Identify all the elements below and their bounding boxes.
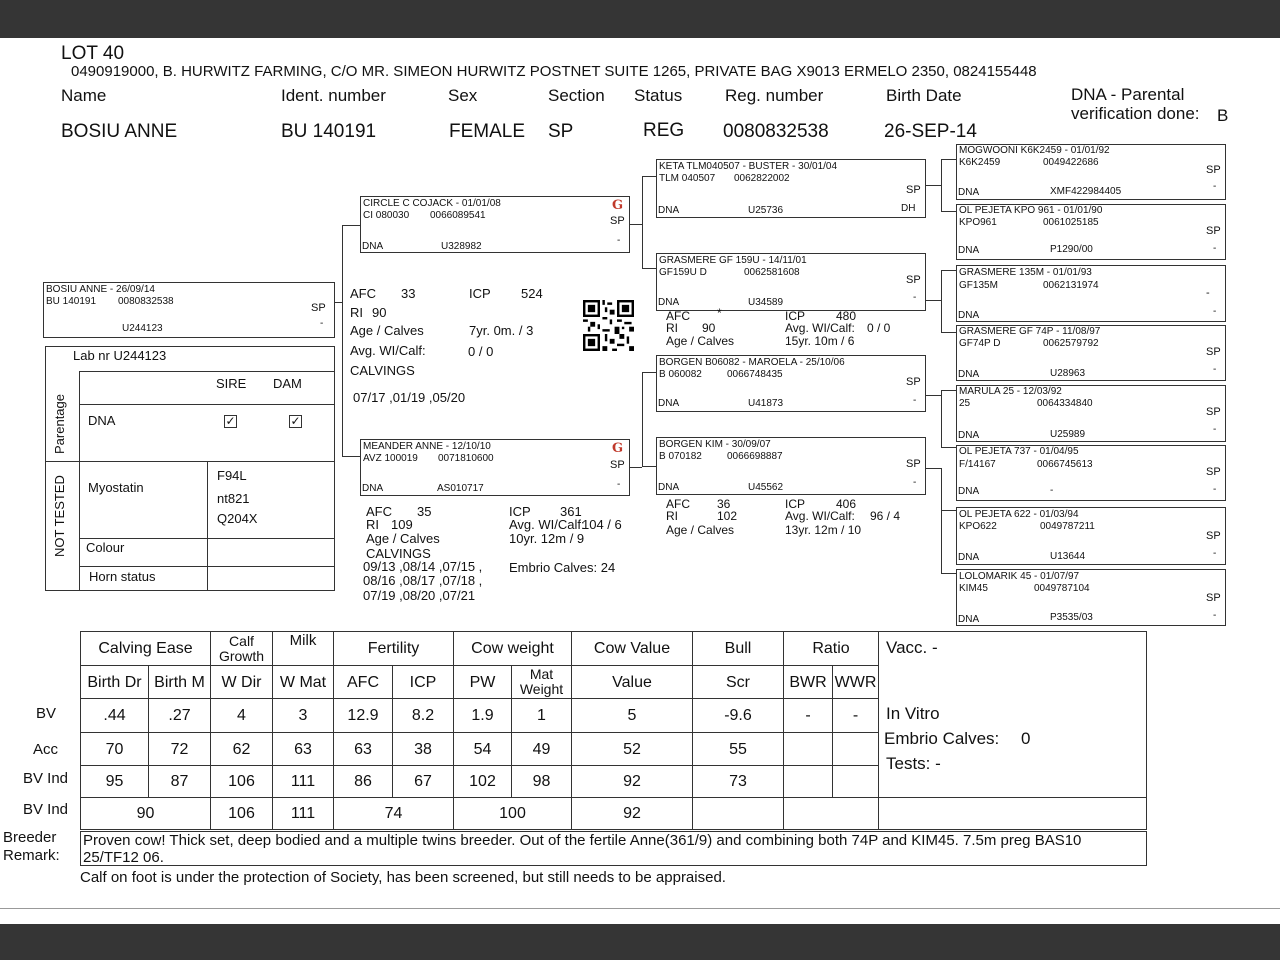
ggp-title: LOLOMARIK 45 - 01/07/97 [959, 571, 1080, 582]
ggp-reg: 0049787104 [1034, 583, 1090, 594]
gp-flag: - [913, 292, 917, 303]
label-birth: Birth Date [886, 86, 962, 105]
great-grandparent-box [956, 325, 1226, 381]
bv-ind-cell: 111 [273, 766, 334, 798]
ggp-title: OL PEJETA 622 - 01/03/94 [959, 509, 1079, 520]
col-header: BWR [784, 666, 833, 699]
gp-age-label: Age / Calves [666, 334, 735, 348]
col-header: AFC [334, 666, 393, 699]
grandparent-box [656, 437, 926, 495]
bv-ind-group-cell: 74 [334, 798, 454, 830]
gp-ri: 90 [702, 321, 716, 335]
lab-box [45, 346, 335, 591]
dam-age: 10yr. 12m / 9 [509, 531, 585, 546]
acc-cell [833, 733, 879, 766]
col-header: ICP [393, 666, 454, 699]
label-status: Status [634, 86, 683, 105]
gp-icp-label: ICP [785, 309, 806, 323]
ggp-dna-label: DNA [958, 187, 980, 198]
great-grandparent-box [956, 144, 1226, 200]
bv-ind-group-cell [693, 798, 784, 830]
sire-dna-checkbox: ✓ [225, 414, 236, 428]
gp-icp: 406 [836, 497, 857, 511]
gp-age: 13yr. 12m / 10 [785, 523, 862, 537]
bv-cell: 3 [273, 699, 334, 733]
bv-ind-cell: 87 [149, 766, 211, 798]
ggp-section: - [1206, 287, 1210, 299]
top-bar [0, 0, 1280, 38]
bv-ind-group-cell: 90 [81, 798, 211, 830]
gp-ri-label: RI [666, 321, 678, 335]
acc-cell: 63 [334, 733, 393, 766]
great-grandparent-box [956, 445, 1226, 501]
horn-status-label: Horn status [89, 569, 156, 584]
ggp-id: GF135M [959, 280, 998, 291]
acc-cell: 63 [273, 733, 334, 766]
ggp-title: MARULA 25 - 12/03/92 [959, 386, 1062, 397]
gp-reg: 0066698887 [727, 451, 783, 462]
bv-ind-group-cell: 92 [572, 798, 693, 830]
bottom-bar [0, 924, 1280, 960]
bv-ind-group-cell: 111 [273, 798, 334, 830]
gp-dna: U25736 [748, 205, 784, 216]
grandparent-box [656, 355, 926, 412]
bv-ind-cell: 98 [512, 766, 572, 798]
bv-ind-cell: 102 [454, 766, 512, 798]
bv-ind-group-cell [784, 798, 879, 830]
parentage-label: Parentage [52, 394, 67, 454]
acc-cell: 55 [693, 733, 784, 766]
row-label-bv-ind: BV Ind [23, 770, 69, 787]
dam-icp-label: ICP [509, 504, 531, 519]
remark-label: Breeder [3, 829, 57, 846]
ggp-title: GRASMERE GF 74P - 11/08/97 [959, 326, 1101, 337]
ggp-section: SP [1206, 530, 1221, 542]
ggp-dna: P3535/03 [1050, 612, 1093, 623]
value-name: BOSIU ANNE [61, 121, 178, 142]
gp-flag: DH [901, 203, 916, 214]
colour-label: Colour [86, 540, 125, 555]
group-header: Cow weight [454, 632, 572, 666]
gp-reg: 0062581608 [744, 267, 800, 278]
dam-calvings-line: 09/13 ,08/14 ,07/15 , [363, 559, 483, 574]
ggp-title: MOGWOONI K6K2459 - 01/01/92 [959, 145, 1110, 156]
gp-dna: U34589 [748, 297, 784, 308]
lab-number: Lab nr U244123 [73, 348, 167, 363]
myostatin-value: Q204X [217, 511, 258, 526]
subject-age-label: Age / Calves [350, 323, 424, 338]
breeding-values-table [80, 631, 1147, 830]
myostatin-label: Myostatin [88, 480, 144, 495]
acc-cell: 72 [149, 733, 211, 766]
ggp-title: GRASMERE 135M - 01/01/93 [959, 267, 1092, 278]
ggp-dna: XMF422984405 [1050, 186, 1122, 197]
grandparent-box [656, 159, 926, 218]
value-ident: BU 140191 [281, 121, 377, 142]
gp-dna: U45562 [748, 482, 784, 493]
gp-flag: - [913, 477, 917, 488]
ggp-title: OL PEJETA 737 - 01/04/95 [959, 446, 1079, 457]
dam-icp: 361 [560, 504, 582, 519]
gp-afc: 36 [717, 497, 731, 511]
ggp-section: SP [1206, 225, 1221, 237]
gp-section: SP [906, 458, 921, 470]
dam-box [360, 439, 630, 496]
gp-title: KETA TLM040507 - BUSTER - 30/01/04 [659, 161, 838, 172]
label-section: Section [548, 86, 605, 105]
gp-title: BORGEN B06082 - MAROELA - 25/10/06 [659, 357, 845, 368]
bv-cell: .27 [149, 699, 211, 733]
subject-reg: 0080832538 [118, 296, 174, 307]
gp-flag: - [913, 395, 917, 406]
subject-section: SP [311, 302, 326, 314]
gp-dna-label: DNA [658, 398, 680, 409]
ggp-id: KPO961 [959, 217, 997, 228]
group-header: Calf Growth [211, 632, 273, 666]
bv-ind-cell [784, 766, 833, 798]
gp-wi-label: Avg. WI/Calf: [785, 509, 855, 523]
acc-cell: 62 [211, 733, 273, 766]
gp-afc-label: AFC [666, 309, 690, 323]
grandparent-box [656, 253, 926, 311]
sire-box [360, 196, 630, 253]
ggp-flag: - [1213, 306, 1217, 317]
myostatin-value: nt821 [217, 491, 250, 506]
dam-reg: 0071810600 [438, 453, 494, 464]
bv-cell: 1.9 [454, 699, 512, 733]
subject-calvings: 07/17 ,01/19 ,05/20 [353, 390, 466, 405]
ggp-flag: - [1213, 548, 1217, 559]
ggp-reg: 0061025185 [1043, 217, 1099, 228]
ggp-flag: - [1213, 181, 1217, 192]
sire-title: CIRCLE C COJACK - 01/01/08 [363, 198, 501, 209]
gp-section: SP [906, 184, 921, 196]
bv-cell: - [833, 699, 879, 733]
gp-id: B 060082 [659, 369, 702, 380]
dam-wi-label: Avg. WI/Calf: [509, 517, 585, 532]
ggp-reg: 0049422686 [1043, 157, 1099, 168]
col-header: WWR [833, 666, 879, 699]
col-header: Scr [693, 666, 784, 699]
bv-ind-cell: 73 [693, 766, 784, 798]
acc-cell [784, 733, 833, 766]
subject-icp: 524 [521, 286, 543, 301]
dam-ri: 109 [391, 517, 413, 532]
sire-dna: U328982 [441, 241, 482, 252]
subject-wi: 0 / 0 [468, 344, 494, 359]
bv-ind-cell: 67 [393, 766, 454, 798]
col-header: W Dir [211, 666, 273, 699]
acc-cell: 54 [454, 733, 512, 766]
row-label-acc: Acc [33, 741, 59, 758]
dam-embrio: Embrio Calves: 24 [509, 560, 616, 575]
subject-age: 7yr. 0m. / 3 [469, 323, 534, 338]
ggp-dna-label: DNA [958, 430, 980, 441]
embrio-label: Embrio Calves: [884, 729, 1000, 748]
ggp-section: SP [1206, 466, 1221, 478]
gp-id: TLM 040507 [659, 173, 716, 184]
dam-age-label: Age / Calves [366, 531, 440, 546]
ggp-title: OL PEJETA KPO 961 - 01/01/90 [959, 205, 1103, 216]
subject-title: BOSIU ANNE - 26/09/14 [46, 284, 155, 295]
tests-label: Tests: - [886, 754, 941, 773]
ggp-flag: - [1213, 424, 1217, 435]
dam-calvings-line: 07/19 ,08/20 ,07/21 [363, 588, 476, 603]
bv-ind-cell: 95 [81, 766, 149, 798]
ggp-dna: P1290/00 [1050, 244, 1093, 255]
gp-section: SP [906, 274, 921, 286]
subject-icp-label: ICP [469, 286, 491, 301]
footer-note: Calf on foot is under the protection of Society, has been screened, but still needs to be appraised. [80, 869, 726, 886]
label-sex: Sex [448, 86, 478, 105]
ggp-flag: - [1213, 484, 1217, 495]
gp-title: GRASMERE GF 159U - 14/11/01 [659, 255, 807, 266]
gp-age-label: Age / Calves [666, 523, 735, 537]
remark-box [80, 831, 1147, 866]
subject-afc: 33 [401, 286, 416, 301]
value-birth: 26-SEP-14 [884, 121, 977, 142]
dam-id: AVZ 100019 [363, 453, 418, 464]
label-ident: Ident. number [281, 86, 386, 105]
col-header: W Mat [273, 666, 334, 699]
dam-dash: - [617, 479, 621, 490]
label-reg: Reg. number [725, 86, 824, 105]
subject-id: BU 140191 [46, 296, 97, 307]
gp-dna: U41873 [748, 398, 784, 409]
dam-ri-label: RI [366, 517, 379, 532]
subject-dash: - [320, 318, 324, 329]
bv-ind-cell: 92 [572, 766, 693, 798]
ggp-dna-label: DNA [958, 310, 980, 321]
qr-code [582, 300, 635, 351]
ggp-dna: U28963 [1050, 368, 1086, 379]
gp-icp-label: ICP [785, 497, 806, 511]
bv-ind-group-cell: 100 [454, 798, 572, 830]
acc-cell: 49 [512, 733, 572, 766]
acc-cell: 38 [393, 733, 454, 766]
label-name: Name [61, 86, 107, 105]
bv-cell: - [784, 699, 833, 733]
subject-afc-label: AFC [350, 286, 376, 301]
bv-ind-cell [833, 766, 879, 798]
gp-icp: 480 [836, 309, 857, 323]
dam-calvings-label: CALVINGS [366, 546, 431, 561]
dam-dna: AS010717 [437, 483, 484, 494]
sire-header: SIRE [216, 376, 247, 391]
ggp-id: 25 [959, 398, 971, 409]
value-section: SP [548, 121, 574, 142]
subject-dna: U244123 [122, 323, 163, 334]
group-header: Calving Ease [81, 632, 211, 666]
gp-age: 15yr. 10m / 6 [785, 334, 855, 348]
row-label-bv: BV [36, 705, 57, 722]
vaccination-panel [879, 632, 1147, 798]
value-sex: FEMALE [449, 121, 526, 142]
society-logo-icon: G [612, 441, 624, 456]
acc-cell: 52 [572, 733, 693, 766]
col-header: Birth Dr [81, 666, 149, 699]
value-status: REG [643, 120, 685, 141]
ggp-id: KPO622 [959, 521, 997, 532]
group-header: Ratio [784, 632, 879, 666]
great-grandparent-box [956, 204, 1226, 260]
ggp-dna: U25989 [1050, 429, 1086, 440]
remark-text: Proven cow! Thick set, deep bodied and a multiple twins breeder. Out of the fertile Anne(361/9) and combining both 74P and KIM45. 7.5m preg BAS10 25/TF12 06. [83, 832, 1082, 866]
label-dna-1: DNA - Parental [1071, 85, 1185, 104]
bv-cell: -9.6 [693, 699, 784, 733]
sire-reg: 0066089541 [430, 210, 486, 221]
sire-section: SP [610, 215, 625, 227]
value-reg: 0080832538 [723, 121, 829, 142]
ggp-dna: U13644 [1050, 551, 1086, 562]
ggp-flag: - [1213, 243, 1217, 254]
gp-dna-label: DNA [658, 205, 680, 216]
subject-ri-label: RI [350, 305, 363, 320]
ggp-reg: 0064334840 [1037, 398, 1093, 409]
col-header: PW [454, 666, 512, 699]
dam-section: SP [610, 459, 625, 471]
dam-dna-label: DNA [362, 483, 384, 494]
great-grandparent-box [956, 507, 1226, 565]
sire-id: CI 080030 [363, 210, 410, 221]
divider [0, 908, 1280, 909]
subject-calvings-label: CALVINGS [350, 363, 415, 378]
embrio-value: 0 [1021, 729, 1031, 748]
gp-ri-label: RI [666, 509, 678, 523]
great-grandparent-box [956, 265, 1226, 322]
gp-wi-label: Avg. WI/Calf: [785, 321, 855, 335]
ggp-dna-label: DNA [958, 369, 980, 380]
group-header: Fertility [334, 632, 454, 666]
bv-cell: 5 [572, 699, 693, 733]
gp-title: BORGEN KIM - 30/09/07 [659, 439, 771, 450]
gp-afc: * [717, 306, 722, 320]
col-header: Birth M [149, 666, 211, 699]
gp-dna-label: DNA [658, 297, 680, 308]
ggp-dna-label: DNA [958, 552, 980, 563]
bv-ind-cell: 106 [211, 766, 273, 798]
ggp-id: KIM45 [959, 583, 988, 594]
gp-reg: 0062822002 [734, 173, 790, 184]
col-header: Value [572, 666, 693, 699]
vaccination-panel-foot [879, 798, 1147, 830]
gp-dna-label: DNA [658, 482, 680, 493]
group-header: Milk [273, 632, 334, 666]
dam-title: MEANDER ANNE - 12/10/10 [363, 441, 491, 452]
group-header: Bull [693, 632, 784, 666]
gp-wi: 96 / 4 [870, 509, 901, 523]
ggp-dna-label: DNA [958, 614, 980, 625]
ggp-flag: - [1213, 364, 1217, 375]
dam-header: DAM [273, 376, 302, 391]
ggp-dna-label: DNA [958, 486, 980, 497]
ggp-section: SP [1206, 346, 1221, 358]
value-dna: B [1217, 106, 1229, 125]
acc-cell: 70 [81, 733, 149, 766]
dam-calvings-line: 08/16 ,08/17 ,07/18 , [363, 573, 483, 588]
ggp-reg: 0062131974 [1043, 280, 1099, 291]
ggp-section: SP [1206, 164, 1221, 176]
group-header: Cow Value [572, 632, 693, 666]
subject-ri: 90 [372, 305, 387, 320]
sire-dash: - [617, 235, 621, 246]
vacc-label: Vacc. - [886, 638, 938, 657]
bv-ind-group-cell: 106 [211, 798, 273, 830]
gp-reg: 0066748435 [727, 369, 783, 380]
dam-wi: 104 / 6 [582, 517, 622, 532]
myostatin-value: F94L [217, 468, 247, 483]
ggp-reg: 0049787211 [1040, 521, 1095, 532]
dna-label: DNA [88, 413, 116, 428]
ggp-reg: 0062579792 [1043, 338, 1099, 349]
bv-cell: .44 [81, 699, 149, 733]
dam-dna-checkbox: ✓ [290, 414, 301, 428]
bv-ind-cell: 86 [334, 766, 393, 798]
dam-afc: 35 [417, 504, 432, 519]
in-vitro-label: In Vitro [886, 704, 940, 723]
sire-dna-label: DNA [362, 241, 384, 252]
ggp-section: SP [1206, 406, 1221, 418]
ggp-flag: - [1213, 610, 1217, 621]
ggp-dna-label: DNA [958, 245, 980, 256]
society-logo-icon: G [612, 198, 624, 213]
ggp-id: GF74P D [959, 338, 1001, 349]
gp-section: SP [906, 376, 921, 388]
gp-id: B 070182 [659, 451, 702, 462]
lot-number: LOT 40 [61, 43, 125, 64]
dam-afc-label: AFC [366, 504, 392, 519]
remark-label: Remark: [3, 847, 60, 864]
not-tested-label: NOT TESTED [52, 475, 67, 557]
great-grandparent-box [956, 569, 1226, 626]
gp-wi: 0 / 0 [867, 321, 891, 335]
label-dna-2: verification done: [1071, 104, 1200, 123]
bv-cell: 1 [512, 699, 572, 733]
bv-cell: 4 [211, 699, 273, 733]
gp-id: GF159U D [659, 267, 707, 278]
col-header: Mat Weight [512, 666, 572, 699]
subject-wi-label: Avg. WI/Calf: [350, 343, 426, 358]
ggp-id: F/14167 [959, 459, 996, 470]
row-label-bv-ind-2: BV Ind [23, 801, 69, 818]
subject-box [43, 282, 335, 338]
owner-line: 0490919000, B. HURWITZ FARMING, C/O MR. SIMEON HURWITZ POSTNET SUITE 1265, PRIVATE BAG X9013 ERMELO 2350, 0824155448 [71, 63, 1037, 80]
bv-cell: 12.9 [334, 699, 393, 733]
ggp-reg: 0066745613 [1037, 459, 1093, 470]
ggp-dna: - [1050, 485, 1054, 496]
great-grandparent-box [956, 385, 1226, 442]
bv-cell: 8.2 [393, 699, 454, 733]
ggp-section: SP [1206, 592, 1221, 604]
gp-ri: 102 [717, 509, 738, 523]
gp-afc-label: AFC [666, 497, 690, 511]
ggp-id: K6K2459 [959, 157, 1001, 168]
